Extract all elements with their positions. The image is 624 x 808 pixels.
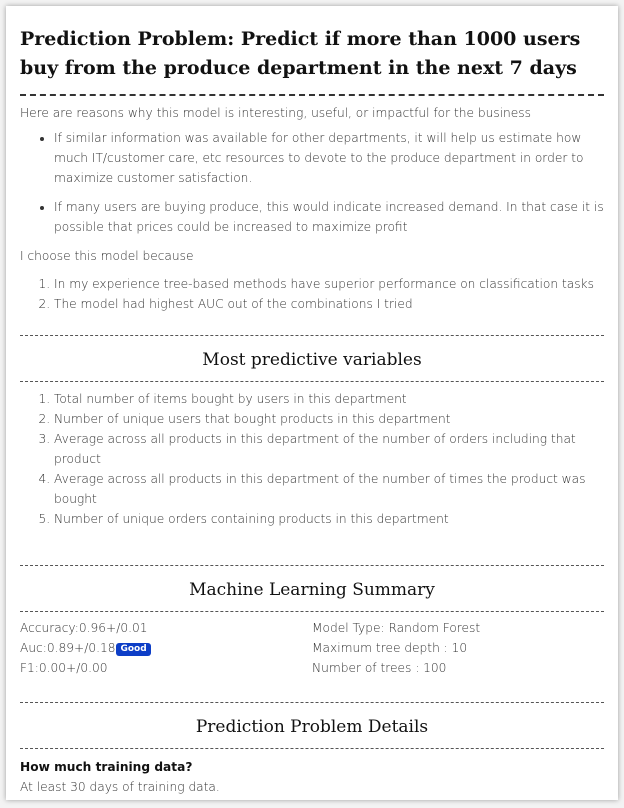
list-item: • If many users are buying produce, this would indicate increased demand. In that case it is possible that prices could be increased to maximize profit <box>54 197 604 237</box>
auc-value: Auc:0.89+/0.18 <box>20 641 116 655</box>
ml-summary-title: Machine Learning Summary <box>189 580 435 600</box>
section-divider <box>20 565 604 566</box>
details-question: How much training data? <box>20 760 193 774</box>
ml-summary-grid <box>20 618 604 678</box>
model-type-value: Model Type: Random Forest <box>312 621 481 635</box>
model-column <box>312 618 604 678</box>
section-divider <box>20 702 604 703</box>
accuracy-value: Accuracy:0.96+/0.01 <box>20 621 148 635</box>
choose-reasons-list <box>20 274 604 314</box>
list-item: 4. Average across all products in this department of the number of times the product was bought <box>54 469 604 509</box>
predictive-variables-list <box>20 389 604 529</box>
list-item: 1. In my experience tree-based methods have superior performance on classification tasks <box>54 274 604 294</box>
max-depth-value: Maximum tree depth : 10 <box>312 641 468 655</box>
f1-value: F1:0.00+/0.00 <box>20 661 108 675</box>
list-item: 2. The model had highest AUC out of the combinations I tried <box>54 294 604 314</box>
list-item: 5. Number of unique orders containing products in this department <box>54 509 604 529</box>
status-badge: Good <box>116 643 150 656</box>
list-item: 3. Average across all products in this department of the number of orders including that product <box>54 429 604 469</box>
predictive-variables-title: Most predictive variables <box>202 350 422 370</box>
list-item: • If similar information was available for other departments, it will help us estimate how much IT/customer care, etc resources to devote to the produce department in order to maximize customer satisfaction. <box>54 128 604 188</box>
title-divider <box>20 94 604 96</box>
section-divider <box>20 381 604 382</box>
section-divider <box>20 748 604 749</box>
section-divider <box>20 335 604 336</box>
page-title: Prediction Problem: Predict if more than 1000 users buy from the produce department in the next 7 days <box>20 28 581 79</box>
report-card <box>6 6 618 800</box>
choose-intro: I choose this model because <box>20 249 194 263</box>
num-trees-value: Number of trees : 100 <box>312 661 447 675</box>
list-item: 1. Total number of items bought by users in this department <box>54 389 604 409</box>
list-item: 2. Number of unique users that bought products in this department <box>54 409 604 429</box>
section-divider <box>20 611 604 612</box>
problem-details-title: Prediction Problem Details <box>195 717 429 737</box>
intro-text: Here are reasons why this model is interesting, useful, or impactful for the business <box>20 106 531 120</box>
metrics-column <box>20 618 312 678</box>
reasons-list <box>20 128 604 237</box>
details-answer: At least 30 days of training data. <box>20 780 220 794</box>
auc-row <box>20 638 312 658</box>
